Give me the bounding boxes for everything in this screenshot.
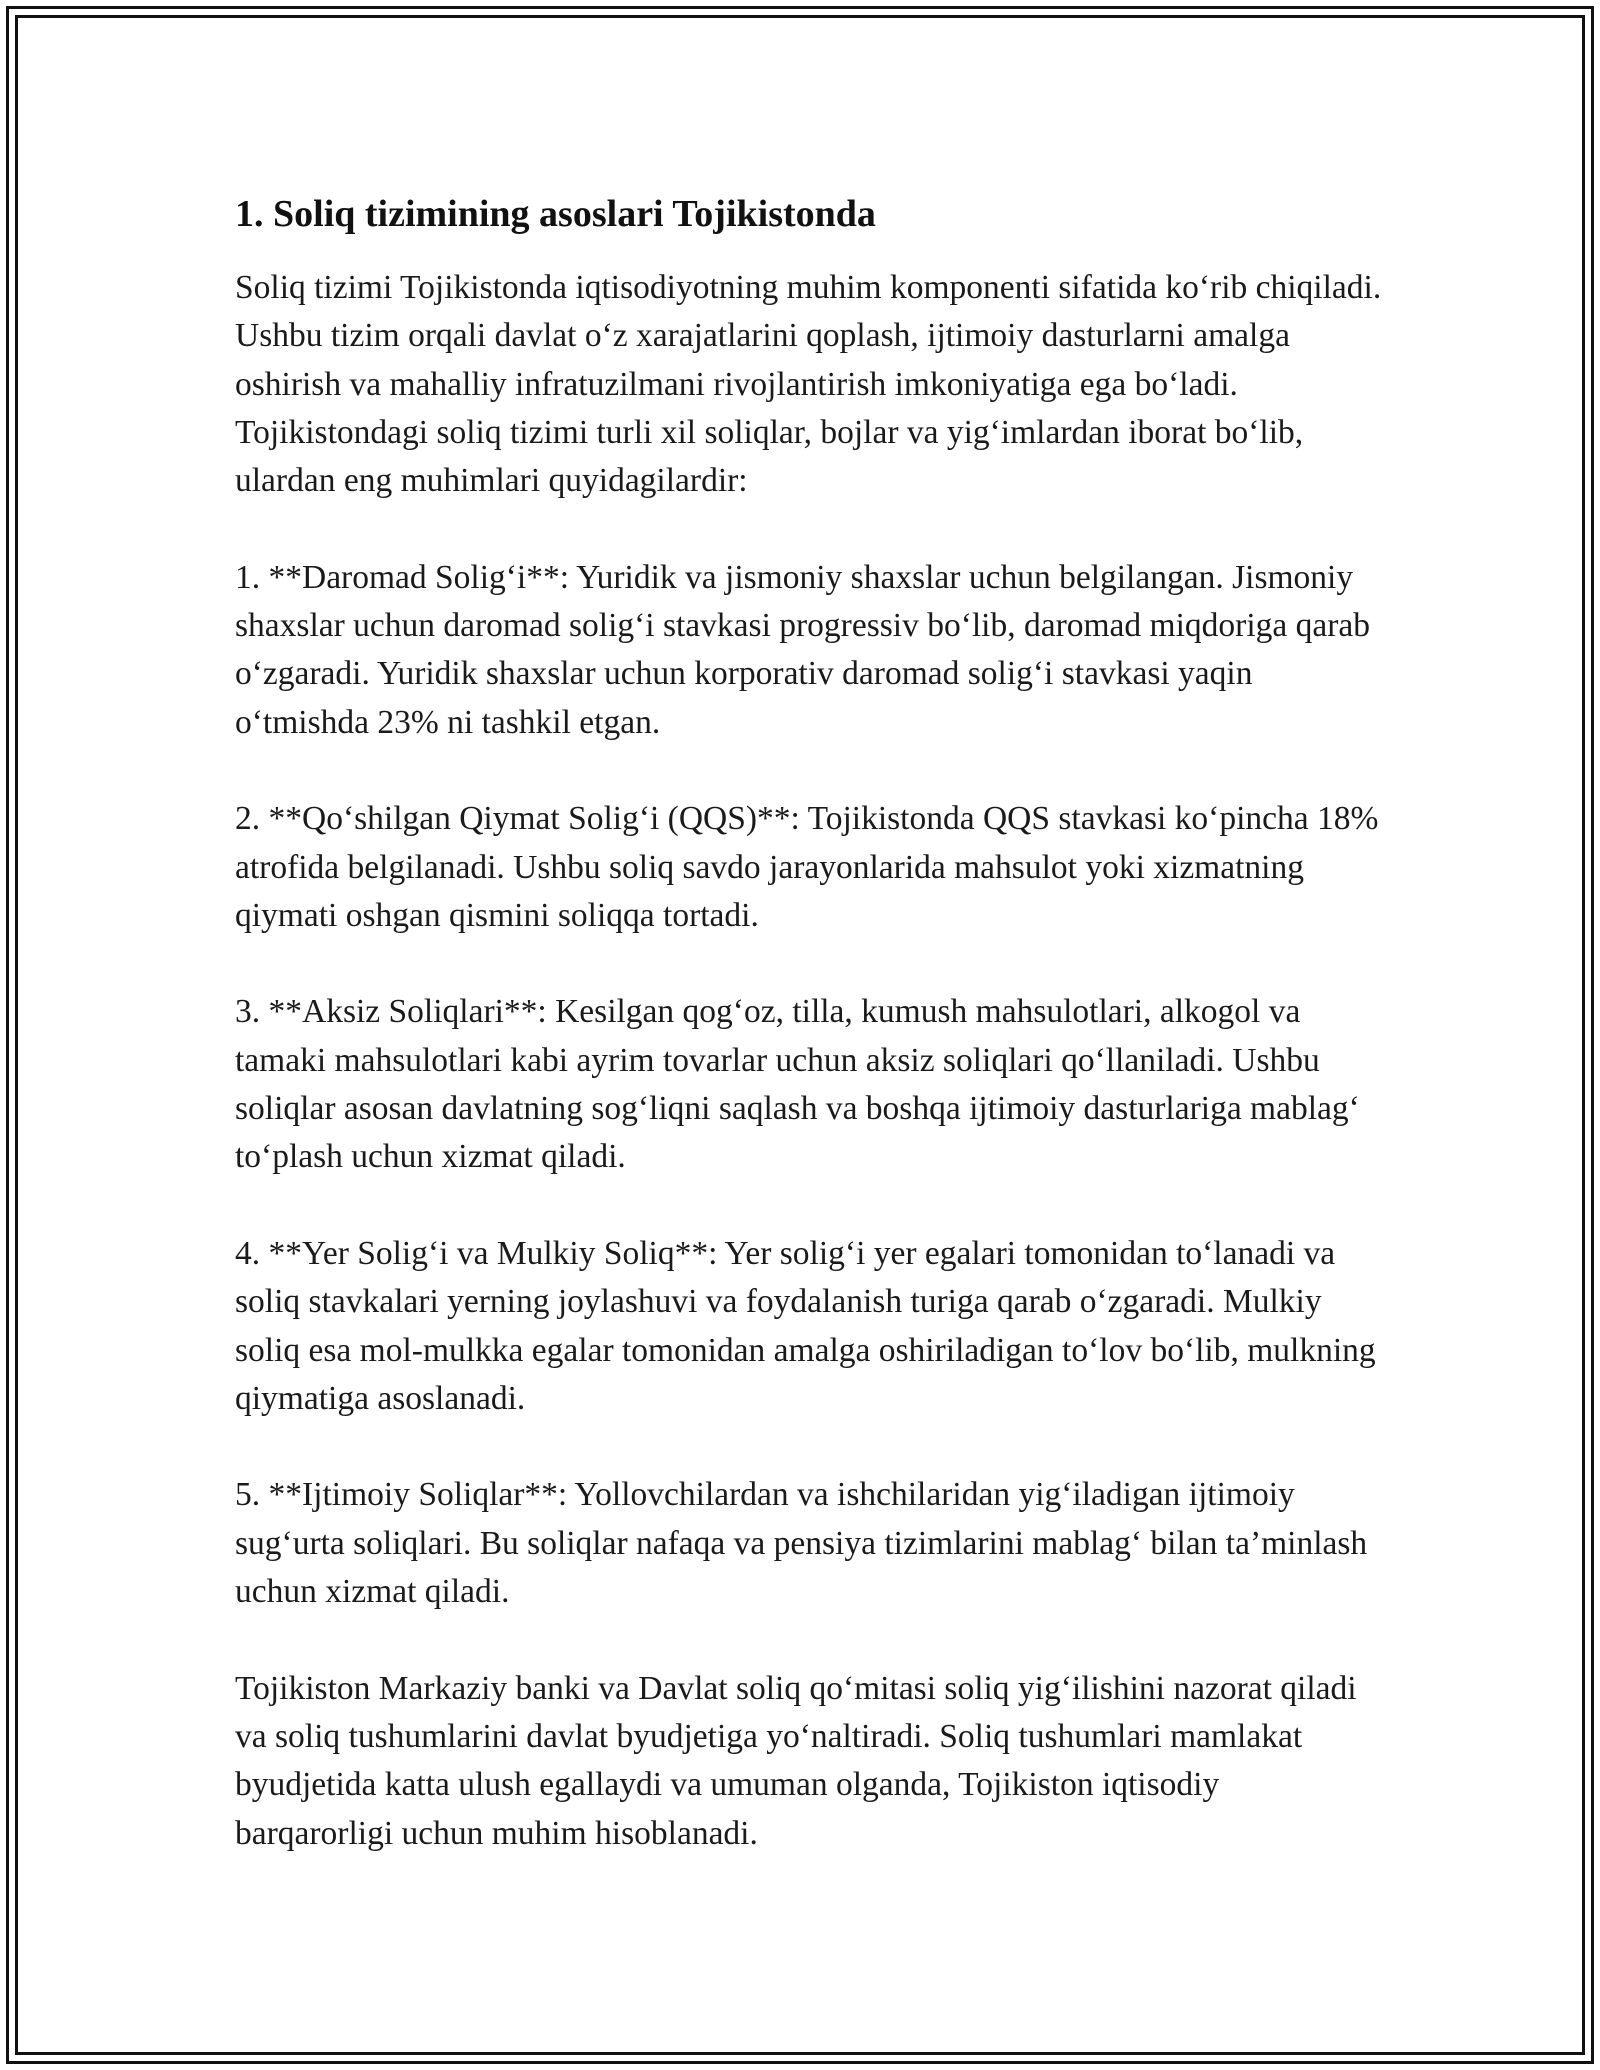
list-item-excise-tax: 3. **Aksiz Soliqlari**: Kesilgan qog‘oz, tilla, kumush mahsulotlari, alkogol va tamaki mahsulotlari kabi ayrim tovarlar uchun aksiz soliqlari qo‘llaniladi. Ushbu soliqlar asosan davlatning sog‘liqni saqlash va boshqa ijtimoiy dasturlariga mablag‘ to‘plash uchun xizmat qiladi. [235,993,1360,1176]
list-item-social-tax: 5. **Ijtimoiy Soliqlar**: Yollovchilardan va ishchilaridan yig‘iladigan ijtimoiy sug‘urta soliqlari. Bu soliqlar nafaqa va pensiya tizimlarini mablag‘ bilan ta’minlash uchun xizmat qiladi. [235,1476,1368,1611]
document-title: 1. Soliq tizimining asoslari Tojikistonda [235,193,876,235]
conclusion-paragraph: Tojikiston Markaziy banki va Davlat soliq qo‘mitasi soliq yig‘ilishini nazorat qiladi va soliq tushumlarini davlat byudjetiga yo‘naltiradi. Soliq tushumlari mamlakat byudjetida katta ulush egallaydi va umuman olganda, Tojikiston iqtisodiy barqarorligi uchun muhim hisoblanadi. [235,1669,1357,1852]
document-body [235,186,1385,1858]
list-item-land-property-tax: 4. **Yer Solig‘i va Mulkiy Soliq**: Yer solig‘i yer egalari tomonidan to‘lanadi va soliq stavkalari yerning joylashuvi va foydalanish turiga qarab o‘zgaradi. Mulkiy soliq esa mol-mulkka egalar tomonidan amalga oshiriladigan to‘lov bo‘lib, mulkning qiymatiga asoslanadi. [235,1234,1376,1417]
list-item-income-tax: 1. **Daromad Solig‘i**: Yuridik va jismoniy shaxslar uchun belgilangan. Jismoniy shaxslar uchun daromad solig‘i stavkasi progressiv bo‘lib, daromad miqdoriga qarab o‘zgaradi. Yuridik shaxslar uchun korporativ daromad solig‘i stavkasi yaqin o‘tmishda 23% ni tashkil etgan. [235,558,1371,741]
list-item-vat: 2. **Qo‘shilgan Qiymat Solig‘i (QQS)**: Tojikistonda QQS stavkasi ko‘pincha 18% atrofida belgilanadi. Ushbu soliq savdo jarayonlarida mahsulot yoki xizmatning qiymati oshgan qismini soliqqa tortadi. [235,800,1379,934]
intro-paragraph: Soliq tizimi Tojikistonda iqtisodiyotning muhim komponenti sifatida ko‘rib chiqiladi. Ushbu tizim orqali davlat o‘z xarajatlarini qoplash, ijtimoiy dasturlarni amalga oshirish va mahalliy infratuzilmani rivojlantirish imkoniyatiga ega bo‘ladi. Tojikistondagi soliq tizimi turli xil soliqlar, bojlar va yig‘imlardan iborat bo‘lib, ulardan eng muhimlari quyidagilardir: [235,269,1382,500]
